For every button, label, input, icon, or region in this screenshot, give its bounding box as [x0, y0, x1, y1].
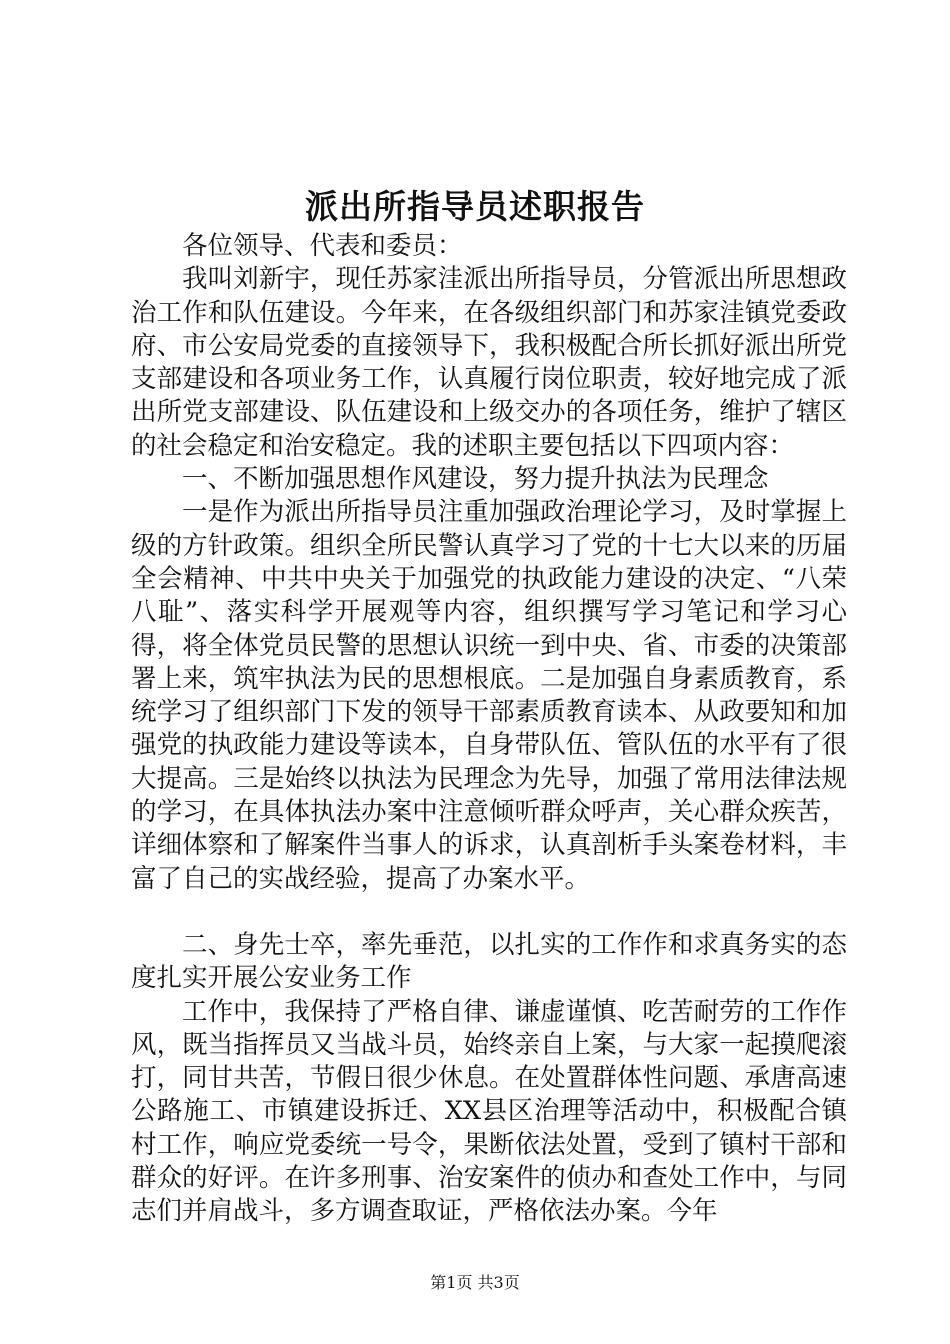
intro-paragraph: 我叫刘新宇，现任苏家洼派出所指导员，分管派出所思想政治工作和队伍建设。今年来，在各级组织部门和苏家洼镇党委政府、市公安局党委的直接领导下，我积极配合所长抓好派出所党支部建设和各项业务工作，认真履行岗位职责，较好地完成了派出所党支部建设、队伍建设和上级交办的各项任务，维护了辖区的社会稳定和治安稳定。我的述职主要包括以下四项内容： [131, 264, 847, 461]
document-title: 派出所指导员述职报告 [305, 187, 645, 226]
section-heading-1: 一、不断加强思想作风建设，努力提升执法为民理念 [182, 464, 769, 495]
section-1-paragraph: 一是作为派出所指导员注重加强政治理论学习，及时掌握上级的方针政策。组织全所民警认真学习了党的十七大以来的历届全会精神、中共中央关于加强党的执政能力建设的决定、“八荣八耻”、落实科学开展观等内容，组织撰写学习笔记和学习心得，将全体党员民警的思想认识统一到中央、省、市委的决策部署上来，筑牢执法为民的思想根底。二是加强自身素质教育，系统学习了组织部门下发的领导干部素质教育读本、从政要知和加强党的执政能力建设等读本，自身带队伍、管队伍的水平有了很大提高。三是始终以执法为民理念为先导，加强了常用法律法规的学习，在具体执法办案中注意倾听群众呼声，关心群众疾苦，详细体察和了解案件当事人的诉求，认真剖析手头案卷材料，丰富了自己的实战经验，提高了办案水平。 [131, 497, 847, 894]
document-body [131, 230, 847, 1229]
page-number-footer: 第1页 共3页 [430, 1273, 520, 1292]
salutation: 各位领导、代表和委员： [182, 231, 463, 261]
section-2-paragraph: 工作中，我保持了严格自律、谦虚谨慎、吃苦耐劳的工作作风，既当指挥员又当战斗员，始终亲自上案，与大家一起摸爬滚打，同甘共苦，节假日很少休息。在处置群体性问题、承唐高速公路施工、市镇建设拆迁、XX县区治理等活动中，积极配合镇村工作，响应党委统一号令，果断依法处置，受到了镇村干部和群众的好评。在许多刑事、治安案件的侦办和查处工作中，与同志们并肩战斗，多方调查取证，严格依法办案。今年 [131, 996, 847, 1227]
section-heading-2: 二、身先士卒，率先垂范，以扎实的工作作和求真务实的态度扎实开展公安业务工作 [131, 929, 847, 994]
